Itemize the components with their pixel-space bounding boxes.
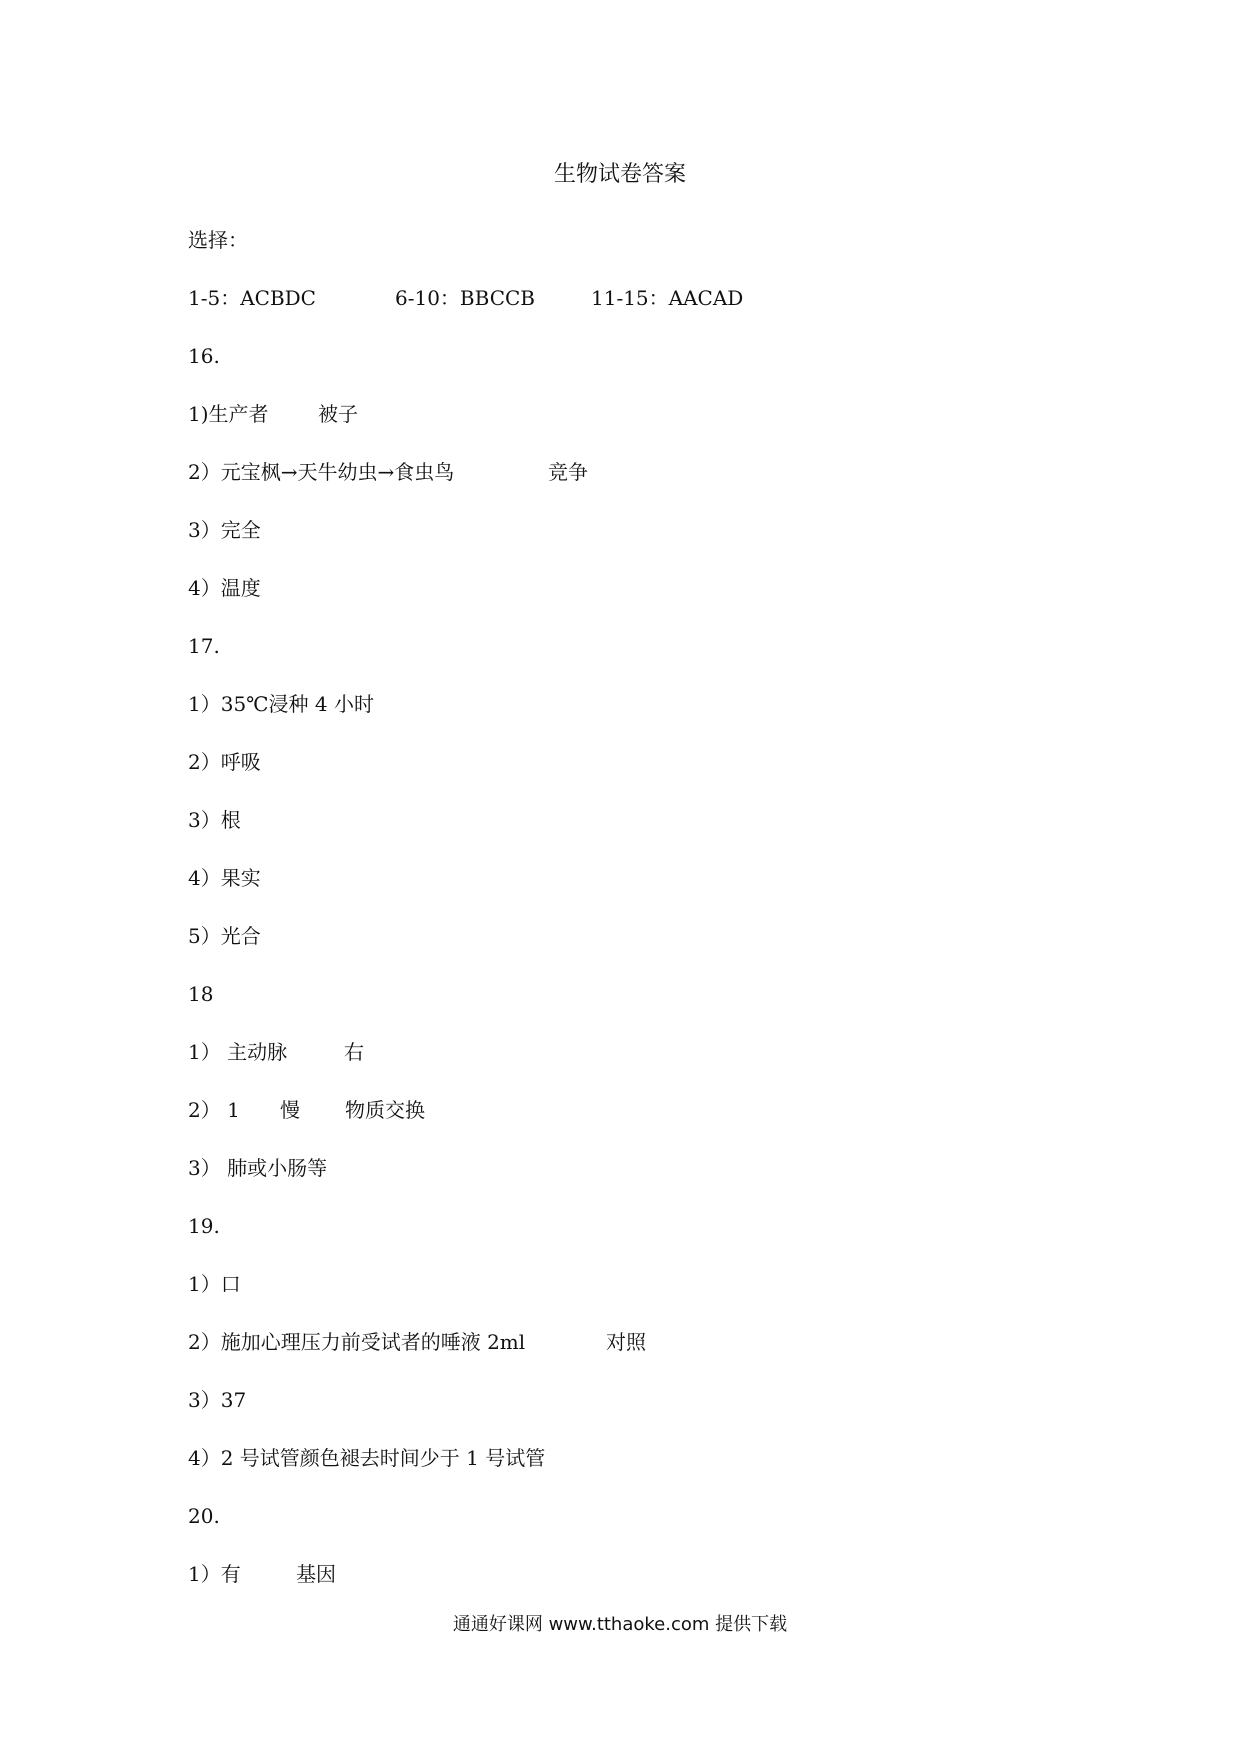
choice-answer-1-5: 1-5：ACBDC (188, 286, 316, 310)
q18-answer-1-part-1: 1） 主动脉 (188, 1040, 288, 1064)
q18-answer-2-part-2: 慢 (280, 1098, 300, 1122)
q16-answer-4: 4）温度 (188, 576, 261, 600)
q17-number: 17. (188, 634, 220, 658)
q16-answer-2-part-1: 2）元宝枫→天牛幼虫→食虫鸟 (188, 460, 455, 484)
q17-answer-2: 2）呼吸 (188, 750, 261, 774)
q18-answer-3: 3） 肺或小肠等 (188, 1156, 328, 1180)
q19-number: 19. (188, 1214, 220, 1238)
q17-answer-5: 5）光合 (188, 924, 261, 948)
q16-answer-1-part-1: 1)生产者 (188, 402, 269, 426)
q19-answer-2-part-1: 2）施加心理压力前受试者的唾液 2ml (188, 1330, 526, 1354)
q20-answer-1-part-1: 1）有 (188, 1562, 241, 1586)
q16-number: 16. (188, 344, 220, 368)
page-title: 生物试卷答案 (553, 162, 686, 187)
q19-answer-2-part-2: 对照 (606, 1330, 646, 1354)
choice-answer-11-15: 11-15：AACAD (591, 286, 744, 310)
q19-answer-4: 4）2 号试管颜色褪去时间少于 1 号试管 (188, 1446, 546, 1470)
q18-number: 18 (188, 982, 214, 1006)
q16-answer-1-part-2: 被子 (318, 402, 358, 426)
section-choice-label: 选择： (188, 228, 248, 252)
choice-answer-6-10: 6-10：BBCCB (395, 286, 535, 310)
q17-answer-4: 4）果实 (188, 866, 261, 890)
q20-answer-1-part-2: 基因 (296, 1562, 336, 1586)
q18-answer-1-part-2: 右 (344, 1040, 364, 1064)
q18-answer-2-part-3: 物质交换 (345, 1098, 425, 1122)
q16-answer-3: 3）完全 (188, 518, 261, 542)
q17-answer-3: 3）根 (188, 808, 241, 832)
page-footer: 通通好课网 www.tthaoke.com 提供下载 (452, 1614, 788, 1635)
q19-answer-1: 1）口 (188, 1272, 241, 1296)
q19-answer-3: 3）37 (188, 1388, 247, 1412)
q17-answer-1: 1）35℃浸种 4 小时 (188, 692, 374, 716)
q16-answer-2-part-2: 竞争 (548, 460, 588, 484)
q18-answer-2-part-1: 2） 1 (188, 1098, 240, 1122)
q20-number: 20. (188, 1504, 220, 1528)
